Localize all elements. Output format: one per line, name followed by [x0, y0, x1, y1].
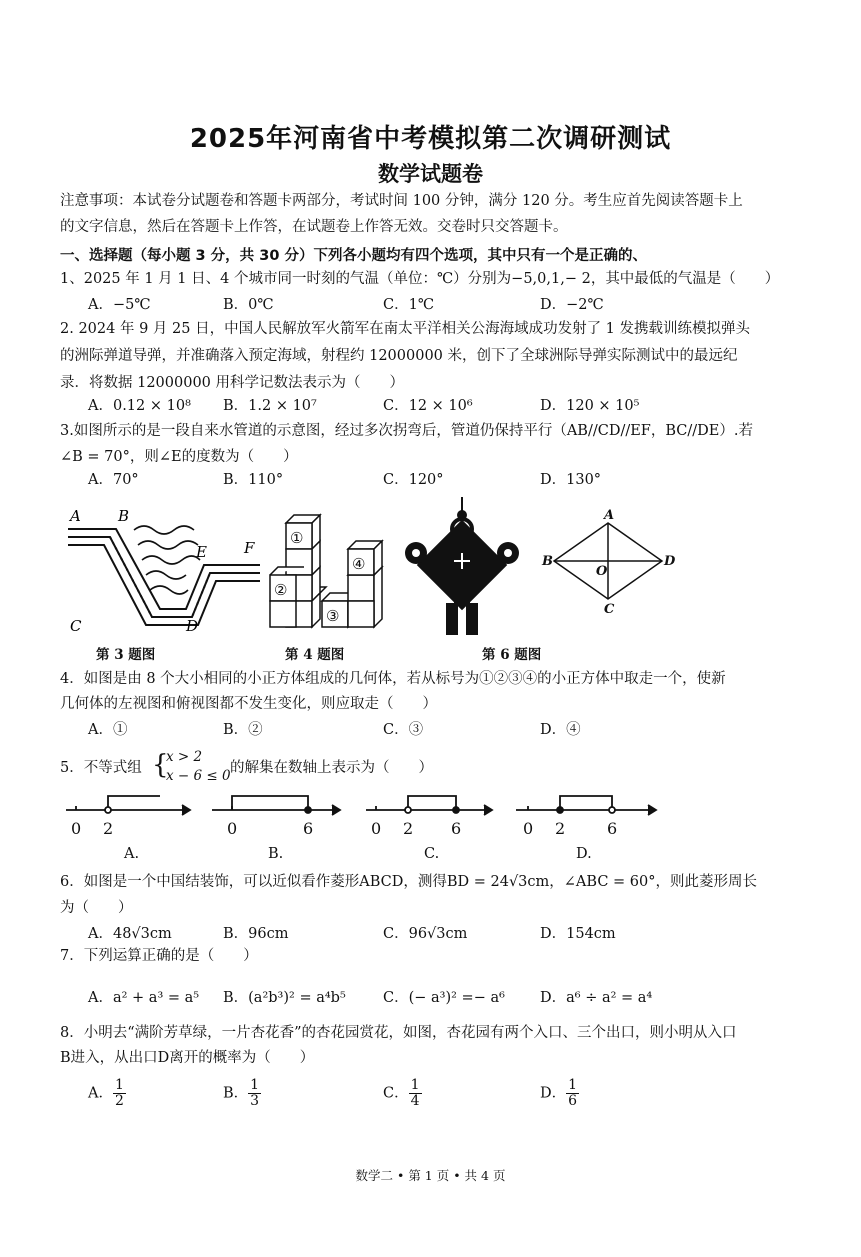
number-lines [60, 788, 800, 840]
q4-line-1: 4．如图是由 8 个大小相同的小正方体组成的几何体，若从标号为①②③④的小正方体中取走一个，使新 [60, 671, 726, 687]
q5-option-a: A. [124, 846, 140, 862]
axis-b-six: 6 [303, 819, 314, 838]
q8-option-a: A． $\frac{1}{2}$ [88, 1077, 124, 1109]
q1-option-a: A．−5℃ [88, 297, 151, 313]
q2-line-3: 录．将数据 12000000 用科学记数法表示为（ ） [60, 375, 405, 391]
notice-line-1: 注意事项：本试卷分试题卷和答题卡两部分，考试时间 100 分钟，满分 120 分。考生应首先阅读答题卡上 [60, 193, 743, 209]
q8-line-2: B进入，从出口D离开的概率为（ ） [60, 1050, 315, 1066]
q4-option-b: B．② [223, 722, 263, 738]
q6-line-1: 6．如图是一个中国结装饰，可以近似看作菱形ABCD，测得BD = 24√3cm，∠ABC = 60°，则此菱形周长 [60, 874, 757, 890]
rhombus-label-o: O [596, 564, 608, 579]
axis-d-six: 6 [607, 819, 618, 838]
q6-option-c: C．96√3cm [383, 926, 468, 942]
fig3-pipe-diagram [68, 507, 260, 635]
axis-d-two: 2 [555, 819, 566, 838]
q8-option-b: B． $\frac{1}{3}$ [223, 1077, 260, 1109]
q8-line-1: 8．小明去“满阶芳草绿，一片杏花香”的杏花园赏花，如图，杏花园有两个入口、三个出口，则小明从入口 [60, 1025, 737, 1041]
q2-option-b: B．1.2 × 10⁷ [223, 398, 317, 414]
fig3-label-a: A [70, 507, 81, 525]
fig3-label-f: F [244, 539, 255, 557]
q3-option-b: B．110° [223, 472, 284, 488]
q5-option-d: D. [576, 846, 592, 862]
page-footer: 数学二 • 第 1 页 • 共 4 页 [355, 1168, 506, 1183]
q4-option-c: C．③ [383, 722, 424, 738]
axis-d-zero: 0 [523, 819, 534, 838]
q1-option-d: D．−2℃ [540, 297, 604, 313]
q5-option-b: B. [268, 846, 284, 862]
fig6-caption: 第 6 题图 [482, 647, 542, 663]
q3-line-2: ∠B = 70°，则∠E的度数为（ ） [60, 449, 298, 465]
q5-inequality-2: x − 6 ≤ 0 [166, 768, 231, 784]
chinese-knot-icon [405, 497, 519, 635]
rhombus-label-d: D [664, 554, 676, 569]
q6-line-2: 为（ ） [60, 900, 133, 916]
q7-stem: 7．下列运算正确的是（ ） [60, 948, 258, 964]
axis-c-zero: 0 [371, 819, 382, 838]
rhombus-diagram [541, 508, 676, 617]
q5-option-c: C. [424, 846, 440, 862]
rhombus-label-a: A [604, 508, 615, 523]
cube-label-4: ④ [352, 555, 366, 573]
fig3-label-d: D [186, 617, 199, 635]
q7-option-c: C．(− a³)² =− a⁶ [383, 990, 505, 1006]
q5-prefix: 5．不等式组 [60, 760, 142, 776]
exam-subtitle: 数学试题卷 [378, 162, 483, 186]
q2-option-a: A．0.12 × 10⁸ [88, 398, 191, 414]
axis-c-two: 2 [403, 819, 414, 838]
q8-option-c: C． $\frac{1}{4}$ [383, 1077, 420, 1109]
axis-a-two: 2 [103, 819, 114, 838]
q3-option-a: A．70° [88, 472, 139, 488]
q2-option-c: C．12 × 10⁶ [383, 398, 473, 414]
cube-label-3: ③ [326, 607, 340, 625]
cube-label-2: ② [274, 581, 288, 599]
q7-option-a: A．a² + a³ = a⁵ [88, 990, 200, 1006]
q4-option-a: A．① [88, 722, 128, 738]
q4-option-d: D．④ [540, 722, 581, 738]
fig3-label-b: B [118, 507, 130, 525]
q1-option-b: B．0℃ [223, 297, 274, 313]
rhombus-label-c: C [604, 602, 615, 617]
q5-suffix: 的解集在数轴上表示为（ ） [230, 760, 433, 776]
q3-line-1: 3.如图所示的是一段自来水管道的示意图，经过多次拐弯后，管道仍保持平行（AB//CD//EF，BC//DE）.若 [60, 423, 753, 439]
q3-option-c: C．120° [383, 472, 444, 488]
q5-inequality-1: x > 2 [166, 749, 203, 765]
exam-title: 2025年河南省中考模拟第二次调研测试 [189, 124, 672, 154]
q7-option-d: D．a⁶ ÷ a² = a⁴ [540, 990, 653, 1006]
q3-option-d: D．130° [540, 472, 602, 488]
q4-line-2: 几何体的左视图和俯视图都不发生变化，则应取走（ ） [60, 696, 437, 712]
axis-b-zero: 0 [227, 819, 238, 838]
brace-icon: { [152, 750, 169, 780]
q2-line-1: 2. 2024 年 9 月 25 日，中国人民解放军火箭军在南太平洋相关公海海域成功发射了 1 发携载训练模拟弹头 [60, 321, 751, 337]
q2-option-d: D．120 × 10⁵ [540, 398, 640, 414]
q6-option-a: A．48√3cm [88, 926, 172, 942]
fig3-label-e: E [196, 543, 207, 561]
cube-label-1: ① [290, 529, 304, 547]
fig3-label-c: C [70, 617, 82, 635]
notice-line-2: 的文字信息，然后在答题卡上作答，在试题卷上作答无效。交卷时只交答题卡。 [60, 219, 568, 235]
q1-stem: 1、2025 年 1 月 1 日、4 个城市同一时刻的气温（单位：℃）分别为−5,0,1,− 2，其中最低的气温是（ ） [60, 271, 780, 287]
axis-c-six: 6 [451, 819, 462, 838]
q2-line-2: 的洲际弹道导弹，并准确落入预定海域，射程约 12000000 米，创下了全球洲际导弹实际测试中的最远纪 [60, 348, 738, 364]
section-heading: 一、选择题（每小题 3 分，共 30 分）下列各小题均有四个选项，其中只有一个是正确的、 [60, 248, 647, 264]
fig4-cubes-diagram [270, 515, 382, 627]
rhombus-label-b: B [542, 554, 553, 569]
axis-a-zero: 0 [71, 819, 82, 838]
q6-option-d: D．154cm [540, 926, 616, 942]
q7-option-b: B．(a²b³)² = a⁴b⁵ [223, 990, 346, 1006]
fig4-caption: 第 4 题图 [285, 647, 345, 663]
q6-option-b: B．96cm [223, 926, 289, 942]
q1-option-c: C．1℃ [383, 297, 435, 313]
figures-row [60, 495, 800, 640]
fig3-caption: 第 3 题图 [96, 647, 156, 663]
q8-option-d: D． $\frac{1}{6}$ [540, 1077, 578, 1109]
